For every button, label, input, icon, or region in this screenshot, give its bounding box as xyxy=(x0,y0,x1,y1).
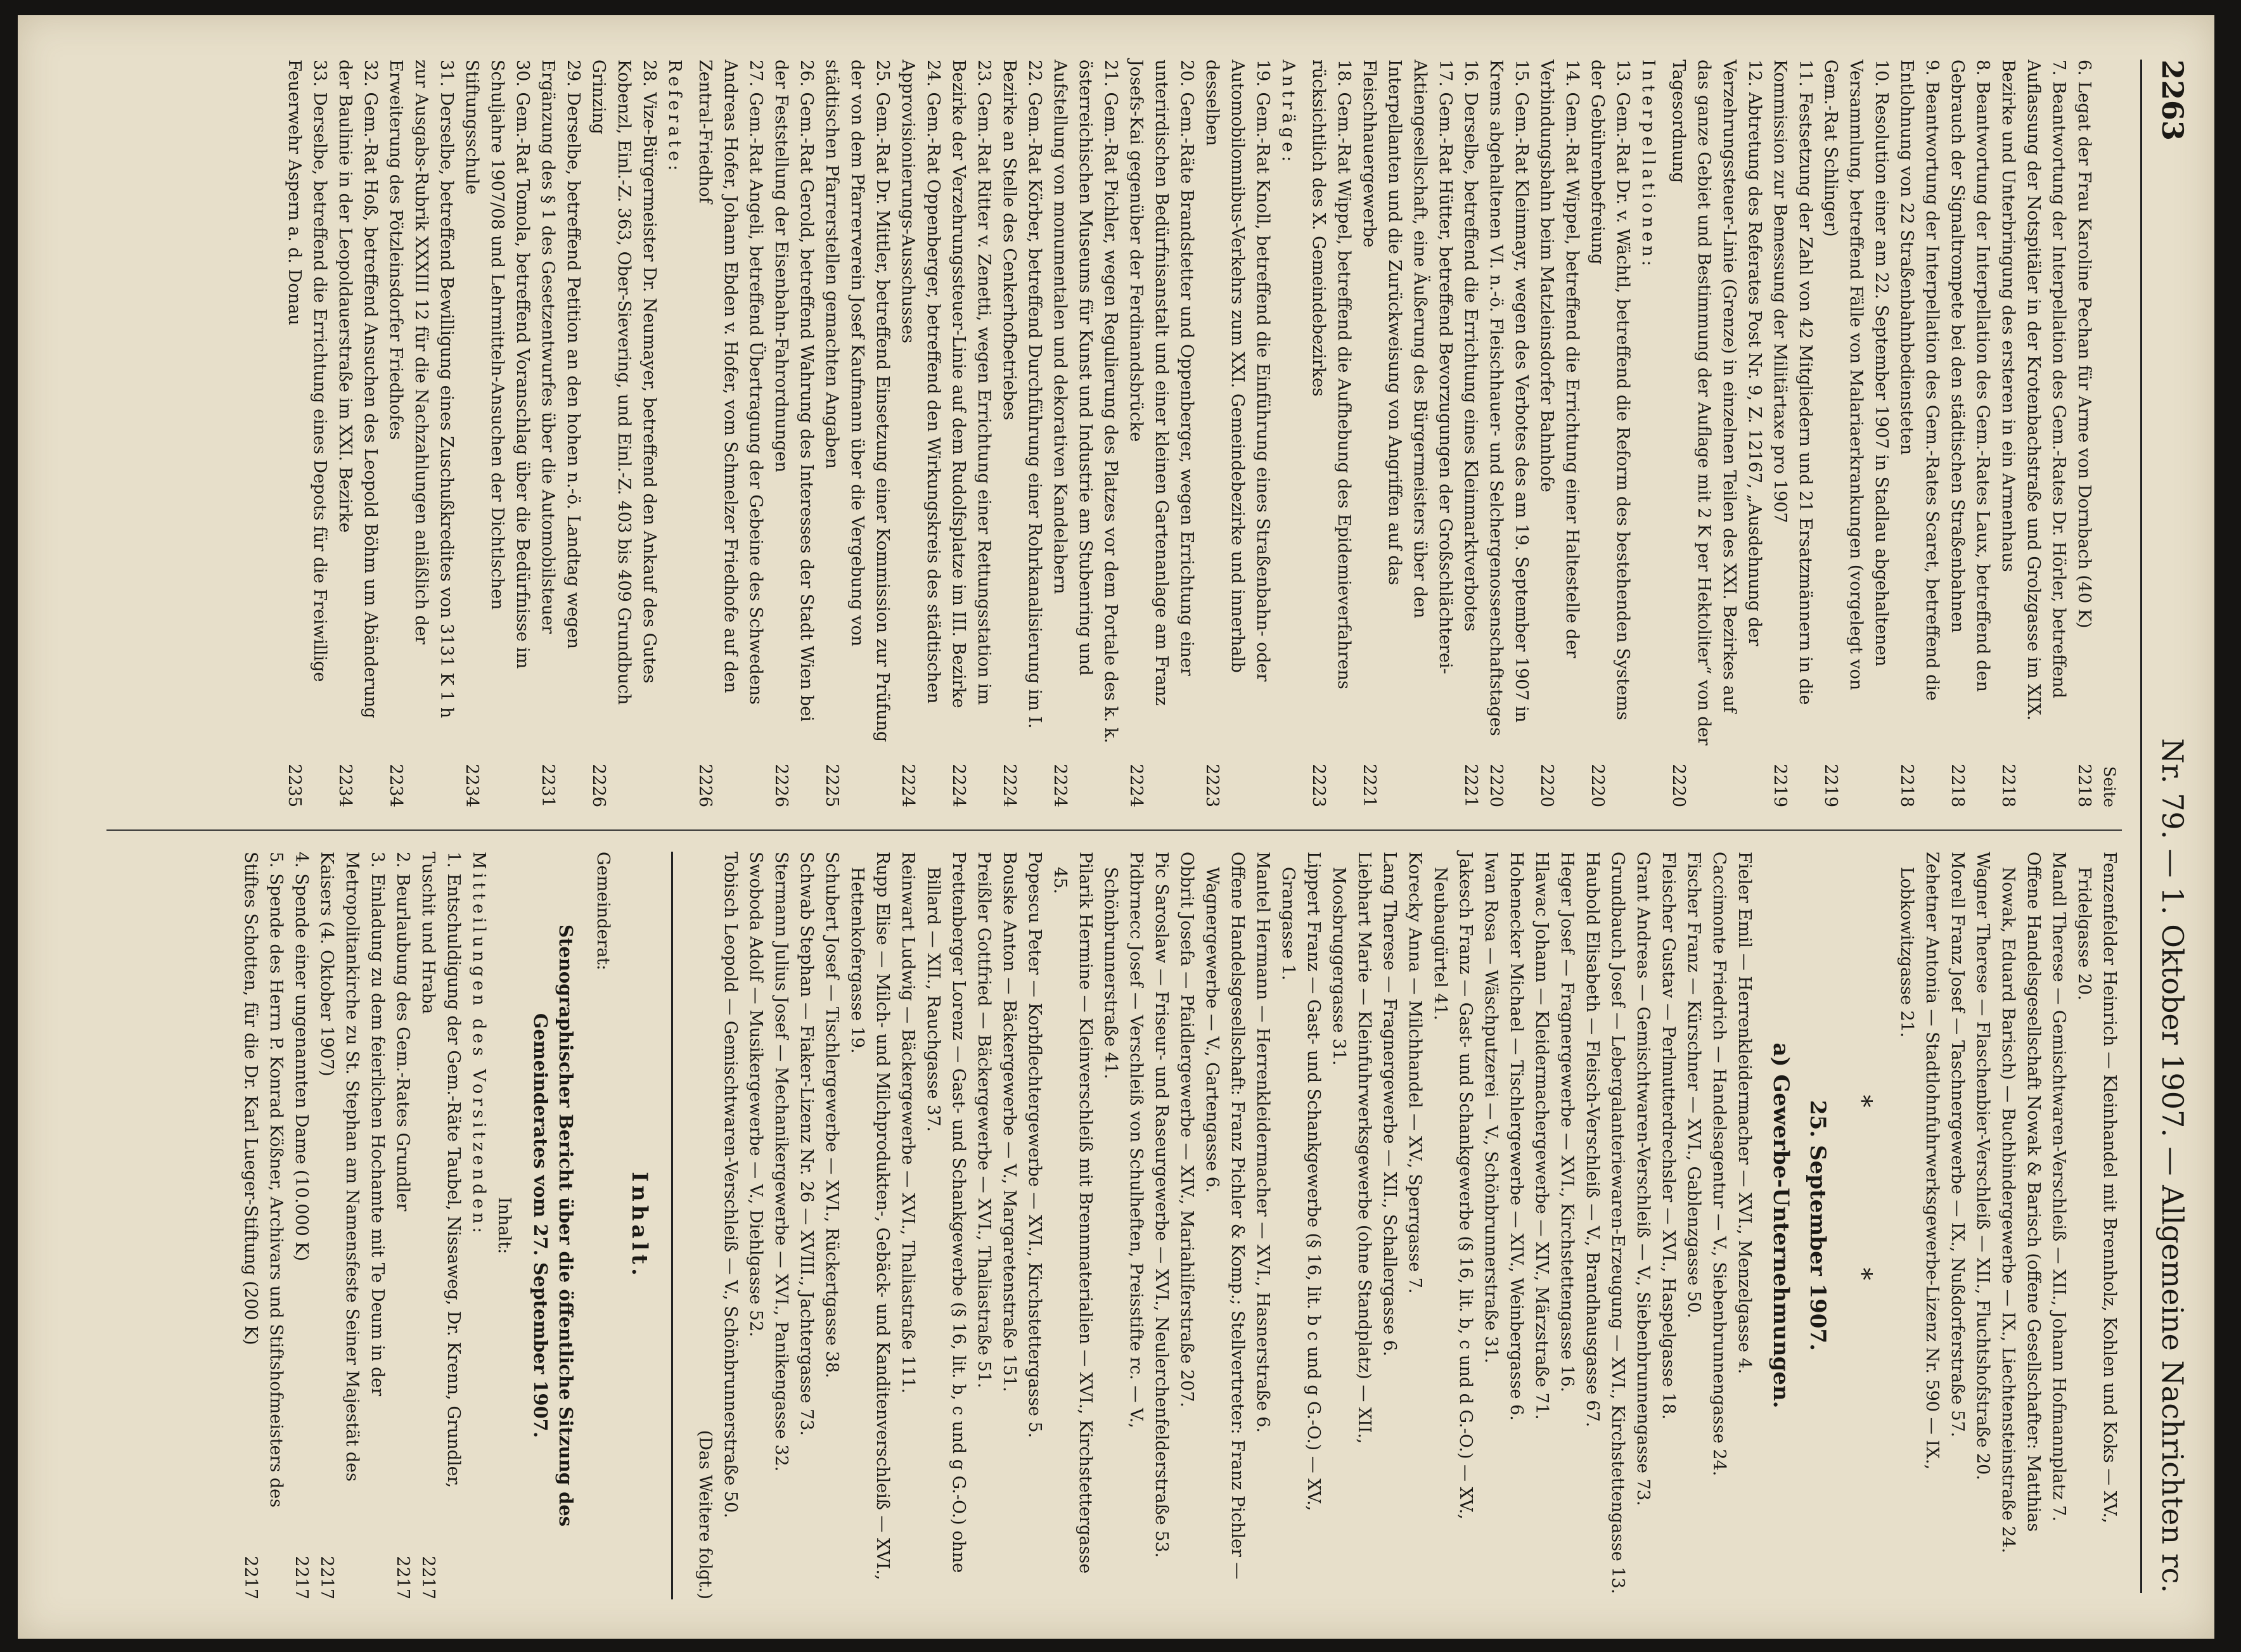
toc-entry-text: 18. Gem.-Rat Wippel, betreffend die Aufhebung des Epidemieverfahrens rücksichtlich des X. Gemeindebezirkes xyxy=(1309,60,1354,689)
register-entry: Jakesch Franz — Gast- und Schankgewerbe (§ 16, lit. b, c und d G.-O.) — XV., Neubaugürtel 41. xyxy=(1430,852,1475,1520)
toc-entry xyxy=(1483,60,1534,807)
toc-entry xyxy=(692,60,768,807)
toc-entry xyxy=(383,60,459,807)
toc-entry xyxy=(1356,60,1458,807)
toc-entry-text: 23. Gem.-Rat Ritter v. Zenetti, wegen Errichtung einer Rettungsstation im Bezirke der Verzehrungssteuer-Linie auf dem Rudolfsplatze im III. Bezirke xyxy=(949,60,994,708)
register-entry: Fischer Franz — Kürschner — XVI., Gablenzgasse 50. xyxy=(1684,852,1704,1319)
toc-entry-text: 24. Gem.-Rat Oppenberger, betreffend den Wirkungskreis des städtischen Approvisionierungs-Ausschusses xyxy=(898,60,943,704)
toc-entry-page: 2224 xyxy=(949,764,968,807)
toc-entry xyxy=(415,852,466,1599)
antraege-label: Anträge: xyxy=(1278,60,1298,166)
toc-entry xyxy=(1534,60,1584,807)
register-entry: Mantel Hermann — Herrenkleidermacher — XVI., Hasnerstraße 6. xyxy=(1253,852,1273,1433)
toc-entry-text: 28. Vize-Bürgermeister Dr. Neumayer, betreffend den Ankauf des Gutes Kobenzl, Einl.-Z. 363, Ober-Sievering, und Einl.-Z. 403 bis 409 Grundbuch Grinzing xyxy=(589,60,659,705)
register-entry: Swoboda Adolf — Musikergewerbe — V., Diehlgasse 52. xyxy=(746,852,766,1338)
toc-entry xyxy=(1458,60,1483,807)
toc-entry-text: 21. Gem.-Rat Pichler, wegen Regulierung des Platzes vor dem Portale des k. k. österreichischen Museums für Kunst und Industrie am Stubenring und Aufstellung von monumentalen und dekorativen Kandelabern xyxy=(1050,60,1120,744)
toc-entry-page: 2218 xyxy=(1998,764,2018,807)
toc-entry-page: 2225 xyxy=(822,764,842,807)
register-entry: Mandl Therese — Gemischtwaren-Verschleiß — XII., Johann Hofmannplatz 7. xyxy=(2049,852,2069,1522)
interpellationen-list xyxy=(1306,60,1635,807)
toc-entry-text: 30. Gem.-Rat Tomola, betreffend Voranschlag über die Bedürfnisse im Schuljahre 1907/08 und Lehrmitteln-Ansuchen der Dichtlschen Stiftungsschule xyxy=(462,60,532,669)
register-entry: Fleischer Gustav — Perlmutterdrechsler — XVI., Haspelgasse 18. xyxy=(1659,852,1678,1420)
register-entry: Haubold Elisabeth — Fleisch-Verschleiß — V., Brandhausgasse 67. xyxy=(1583,852,1602,1428)
register-entry: Pidbrnecc Josef — Verschleiß von Schulheften, Preisstifte rc. — V., Schönbrunnerstraße 41. xyxy=(1101,852,1146,1428)
toc-entry xyxy=(332,60,383,807)
gemeinderat-label: Gemeinderat: xyxy=(593,852,613,971)
running-title: Nr. 79. — 1. Oktober 1907. — Allgemeine Nachrichten rc. xyxy=(2155,738,2190,1593)
register-entry: Rupp Elise — Milch- und Milchprodukten-, Gebäck- und Kanditenverschleiß — XVI., Hettenkofergasse 19. xyxy=(847,852,892,1580)
antraege-list xyxy=(692,60,1275,807)
toc-entry-page: 2231 xyxy=(538,764,558,807)
toc-column xyxy=(281,60,2122,807)
toc-entry-text: 6. Legat der Frau Karoline Pechan für Arme von Dornbach (40 K) xyxy=(2074,60,2094,629)
register-entry: Morell Franz Josef — Taschnergewerbe — IX., Nußdorferstraße 57. xyxy=(1948,852,1967,1438)
rotated-page-content xyxy=(56,15,2211,1625)
toc-entry-text: 17. Gem.-Rat Hütter, betreffend Bevorzugungen der Großschlächterei-Aktiengesellschaft, eine Äußerung des Bürgermeisters über den Interpellanten und die Zurückweisung von Angriffen auf das Fleischhauergewerbe xyxy=(1359,60,1455,674)
seite-label: Seite xyxy=(2100,766,2119,807)
header-rule xyxy=(2140,60,2142,1593)
register-entry: Heger Josef — Fragnergewerbe — XVI., Kirchstettengasse 16. xyxy=(1557,852,1577,1393)
register-entry: Reinwart Ludwig — Bäckergewerbe — XVI., Thaliastraße 111. xyxy=(898,852,918,1394)
interpellationen-label: Interpellationen: xyxy=(1638,60,1658,271)
toc-entry-text: 19. Gem.-Rat Knoll, betreffend die Einführung eines Straßenbahn- oder Automobilomnibus-Verkehrs zum XXI. Gemeindebezirke und innerhalb desselben xyxy=(1202,60,1273,682)
register-column xyxy=(238,852,2122,1599)
bericht-heading: Stenographischer Bericht über die öffentliche Sitzung des Gemeinderates vom 27. September 1907. xyxy=(530,924,577,1527)
toc-entry xyxy=(314,852,390,1599)
toc-entry xyxy=(1894,60,1944,807)
gewerbe-entries xyxy=(717,852,1757,1599)
toc-entry xyxy=(390,852,415,1599)
toc-entry-text: 4. Spende einer ungenannten Dame (10.000 K) xyxy=(292,852,311,1262)
toc-entry-text: 27. Gem.-Rat Angeli, betreffend Übertragung der Gebeine des Schwedens Andreas Hofer, Johann Ebden v. Hofer, vom Schmelzer Friedhofe auf den Zentral-Friedhof xyxy=(695,60,766,705)
toc-entry-text: 7. Beantwortung der Interpellation des Gem.-Rates Dr. Hörler, betreffend Auflassung der Notspitäler in der Krotenbachstraße und Grolzgasse im XIX. Bezirke und Unterbringung des ersteren in ein Armenhaus xyxy=(1998,60,2069,721)
register-entry: Pilarik Hermine — Kleinverschleiß mit Brennmaterialien — XVI., Kirchstettergasse 45. xyxy=(1050,852,1095,1574)
toc-entry-page: 2226 xyxy=(771,764,791,807)
register-entry: Offene Handelsgesellschaft Nowak & Barisch (offene Gesellschafter: Matthias Nowak, Eduard Barisch) — Buchbindergewerbe — IX., Liechtensteinstraße 24. xyxy=(1998,852,2043,1554)
toc-entry xyxy=(1123,60,1199,807)
toc-entry-page: 2234 xyxy=(462,764,482,807)
toc-entry-text: 20. Gem.-Räte Brandstetter und Oppenberger, wegen Errichtung einer unterirdischen Bedürfnisanstalt und einer kleinen Gartenanlage am Franz Josefs-Kai gegenüber der Ferdinandsbrücke xyxy=(1126,60,1197,706)
toc-entry-page: 2218 xyxy=(2074,764,2094,807)
toc-entry-page: 2219 xyxy=(1821,764,1840,807)
toc-entry-page: 2220 xyxy=(1669,764,1688,807)
toc-entry xyxy=(1199,60,1275,807)
toc-entry xyxy=(1047,60,1123,807)
toc-entry-text: 3. Einladung zu dem feierlichen Hochamte mit Te Deum in der Metropolitankirche zu St. Stephan am Namensfeste Seiner Majestät des Kaisers (4. Oktober 1907) xyxy=(317,852,387,1482)
toc-entry-text: 15. Gem.-Rat Kleinmayr, wegen des Verbotes des am 19. September 1907 in Krems abgehaltenen VI. n.-ö. Fleischhauer- und Selchergenossenschaftstages xyxy=(1486,60,1531,736)
newspaper-page xyxy=(18,15,2214,1639)
toc-entry xyxy=(1767,60,1818,807)
register-entry: Fieler Emil — Herrenkleidermacher — XVI., Menzelgasse 4. xyxy=(1735,852,1754,1374)
toc-entry-page: 2220 xyxy=(1537,764,1557,807)
toc-entry-page: 2235 xyxy=(285,764,304,807)
register-entry: Prettenberger Lorenz — Gast- und Schankgewerbe (§ 16, lit. b, c und g G.-O.) ohne Billard — XII., Rauchgasse 37. xyxy=(923,852,968,1573)
toc-entry-page: 2219 xyxy=(1770,764,1790,807)
register-entry: Pic Saroslaw — Friseur- und Raseurgewerbe — XVI., Neulerchenfelderstraße 53. xyxy=(1152,852,1171,1558)
section-rule xyxy=(671,852,673,1599)
intro-entries xyxy=(1894,852,2122,1599)
register-entry: Preißler Gottfried — Bäckergewerbe — XVI., Thaliastraße 51. xyxy=(974,852,994,1388)
toc-entry xyxy=(1818,60,1894,807)
fortsetzung-note: (Das Weitere folgt.) xyxy=(695,1430,715,1599)
toc-entry-text: 9. Beantwortung der Interpellation des Gem.-Rates Scaret, betreffend die Entlohnung von 22 Straßenbahnbediensteten xyxy=(1897,60,1942,701)
register-entry: Liebhart Marie — Kleinfuhrwerksgewerbe (ohne Standplatz) — XII., Moosbruggergasse 31. xyxy=(1329,852,1374,1444)
register-entry: Schubert Josef — Tischlergewerbe — XVI., Rückertgasse 38. xyxy=(822,852,842,1378)
date-heading: 25. September 1907. xyxy=(1805,1100,1830,1351)
toc-entry-page: 2234 xyxy=(335,764,355,807)
toc-entry-text: 12. Abtretung des Referates Post Nr. 9, Z. 12167, „Ausdehnung der Verzehrungssteuer-Linie (Grenze) in einzelnen Teilen des XXI. Bezirkes auf das ganze Gebiet und Bestimmung der Auflage mit 2 K per Hektoliter“ von der Tagesordnung xyxy=(1669,60,1764,746)
toc-entry xyxy=(1306,60,1356,807)
toc-entry xyxy=(1666,60,1767,807)
toc-entry-text: 29. Derselbe, betreffend Petition an den hohen n.-ö. Landtag wegen Ergänzung des § 1 des Gesetzentwurfes über die Automobilsteuer xyxy=(538,60,583,650)
register-entry: Iwan Rosa — Wäschputzerei — V., Schönbrunnerstraße 31. xyxy=(1481,852,1501,1364)
toc-entry-page: 2226 xyxy=(589,764,608,807)
register-entry: Lang Therese — Fragnergewerbe — XII., Schallergasse 6. xyxy=(1380,852,1399,1357)
toc-entry-page: 2223 xyxy=(1309,764,1328,807)
toc-entry xyxy=(1944,60,1995,807)
toc-entry xyxy=(1995,60,2071,807)
register-entry: Caccimonte Friedrich — Handelsagentur — V., Siebenbrunnengasse 24. xyxy=(1709,852,1729,1476)
toc-entry xyxy=(946,60,996,807)
toc-entry-page: 2217 xyxy=(317,1556,337,1599)
toc-entry xyxy=(895,60,946,807)
column-divider xyxy=(106,829,2122,831)
toc-entry-page: 2218 xyxy=(1897,764,1917,807)
section-stars: * * xyxy=(1847,1094,1877,1357)
toc-entry-text: 22. Gem.-Rat Körber, betreffend Durchführung einer Rohrkanalisierung im I. Bezirke an Stelle des Cenkerhofbetriebes xyxy=(999,60,1044,729)
toc-entry-text: 25. Gem.-Rat Dr. Mittler, betreffend Einsetzung einer Kommission zur Prüfung der von dem Pfarrerverein Josef Kaufmann über die Vergebung von städtischen Pfarrerstellen gemachten Angaben xyxy=(822,60,892,743)
referate-list xyxy=(281,60,662,807)
toc-entry-text: 16. Derselbe, betreffend die Errichtung eines Kleinmarktverbotes xyxy=(1461,60,1480,632)
toc-entry-page: 2217 xyxy=(292,1556,311,1599)
toc-entry-text: 8. Beantwortung der Interpellation des Gem.-Rates Laux, betreffend den Gebrauch der Signaltrompete bei den städtischen Straßenbahnen xyxy=(1948,60,1993,692)
toc-entry-page: 2234 xyxy=(386,764,406,807)
toc-entry xyxy=(1584,60,1635,807)
toc-entry-text: 33. Derselbe, betreffend die Errichtung eines Depots für die Freiwillige Feuerwehr Aspern a. d. Donau xyxy=(285,60,330,682)
register-entry: Stermann Julius Josef — Mechanikergewerbe — XVI., Panikengasse 32. xyxy=(771,852,791,1472)
register-entry: Popescu Peter — Korbflechtergewerbe — XVI., Kirchstettergasse 5. xyxy=(1025,852,1044,1438)
toc-entry xyxy=(586,60,662,807)
sub-heading: a) Gewerbe-Unternehmungen. xyxy=(1768,1042,1794,1409)
toc-entry-text: 31. Derselbe, betreffend Bewilligung eines Zuschußkredites von 3131 K 1 h zur Ausgabs-Rubrik XXXIII 12 für die Nachzahlungen anläßlich der Erweiterung des Pötzleinsdorfer Friedhofes xyxy=(386,60,456,719)
toc-entry xyxy=(288,852,314,1599)
toc-entry-page: 2223 xyxy=(1202,764,1222,807)
toc-entry-text: 32. Gem.-Rat Hoß, betreffend Ansuchen des Leopold Böhm um Abänderung der Baulinie in der Leopoldauerstraße im XXI. Bezirke xyxy=(335,60,380,719)
toc-entry-text: 1. Entschuldigung der Gem.-Räte Taubel, Nissaweg, Dr. Krenn, Grundler, Tuschit und Hraba xyxy=(418,852,463,1489)
toc-entry xyxy=(819,60,895,807)
toc-entry xyxy=(768,60,819,807)
toc-entry xyxy=(238,852,288,1599)
toc-entry-page: 2220 xyxy=(1588,764,1607,807)
register-entry: Zehetner Antonia — Stadtlohnfuhrwerksgewerbe-Lizenz Nr. 590 — IX., Lobkowitzgasse 21. xyxy=(1897,852,1942,1470)
register-entry: Obbrit Josefa — Pfaidlergewerbe — XIV., Mariahilferstraße 207. xyxy=(1177,852,1197,1407)
toc-entry-page: 2217 xyxy=(241,1556,260,1599)
register-entry: Tobisch Leopold — Gemischtwaren-Verschleiß — V., Schönbrunnerstraße 50. xyxy=(721,852,740,1518)
register-entry: Schwab Stephan — Fiaker-Lizenz Nr. 26 — XVIII., Jachtergasse 73. xyxy=(797,852,816,1437)
register-entry: Grant Andreas — Gemischtwaren-Verschleiß — V., Siebenbrunnengasse 73. xyxy=(1633,852,1653,1506)
toc-entry-page: 2221 xyxy=(1461,764,1480,807)
toc-entry-text: 13. Gem.-Rat Dr. v. Wächtl, betreffend die Reform des bestehenden Systems der Gebührenbefreiung xyxy=(1588,60,1633,720)
toc-entry-text: 11. Festsetzung der Zahl von 42 Mitgliedern und 21 Ersatzmännern in die Kommission zur Bemessung der Militärtaxe pro 1907 xyxy=(1770,60,1815,705)
toc-entry xyxy=(281,60,332,807)
referate-label: Referate: xyxy=(665,60,684,175)
register-entry: Offene Handelsgesellschaft: Franz Pichler & Komp.; Stellvertreter: Franz Pichler — Wagnergewerbe — V., Gartengasse 6. xyxy=(1202,852,1247,1580)
toc-entry-text: 2. Beurlaubung des Gem.-Rates Grundler xyxy=(393,852,413,1212)
toc-entry xyxy=(2071,60,2097,807)
mitteilungen-list xyxy=(238,852,466,1599)
register-entry: Fenzenfelder Heinrich — Kleinhandel mit Brennholz, Kohlen und Koks — XV., Fridelgasse 20. xyxy=(2074,852,2119,1523)
inhalt-sub: Inhalt: xyxy=(494,1196,514,1255)
register-entry: Hohenecker Michael — Tischlergewerbe — XIV., Weinbergasse 6. xyxy=(1506,852,1526,1421)
register-entry: Hlawac Johann — Kleidermachergewerbe — XIV., Märzstraße 71. xyxy=(1532,852,1551,1420)
toc-entry-page: 2221 xyxy=(1359,764,1379,807)
register-entry: Bouske Anton — Bäckergewerbe — V., Margaretenstraße 151. xyxy=(999,852,1019,1392)
inhalt-heading: Inhalt. xyxy=(627,1172,652,1279)
toc-entry-text: 26. Gem.-Rat Gerold, betreffend Wahrung des Interesses der Stadt Wien bei der Feststellung der Eisenbahn-Fahrordnungen xyxy=(771,60,816,722)
toc-entry xyxy=(535,60,586,807)
toc-entry-page: 2217 xyxy=(418,1556,438,1599)
toc-entry-text: 10. Resolution einer am 22. September 1907 in Stadlau abgehaltenen Versammlung, betreffend Fälle von Malariaerkrankungen (vorgelegt von Gem.-Rat Schlinger) xyxy=(1821,60,1891,691)
toc-entry-page: 2226 xyxy=(695,764,715,807)
register-entry: Korecky Anna — Milchhandel — XV., Sperrgasse 7. xyxy=(1405,852,1425,1294)
toc-entry-page: 2220 xyxy=(1486,764,1506,807)
mitteilungen-label: Mitteilungen des Vorsitzenden: xyxy=(469,852,489,1237)
toc-entry-text: 5. Spende des Herrn P. Konrad Kößner, Archivars und Stiftshofmeisters des Stiftes Schotten, für die Dr. Karl Lueger-Stiftung (200 K) xyxy=(241,852,286,1508)
register-entry: Grundbauch Josef — Lebergalanteriewaren-Erzeugung — XVI., Kirchstettengasse 13. xyxy=(1608,852,1628,1594)
page-header xyxy=(2147,60,2198,1593)
toc-entry xyxy=(996,60,1047,807)
toc-entry-page: 2224 xyxy=(1126,764,1146,807)
toc-entry-page: 2224 xyxy=(999,764,1019,807)
toc-entry-page: 2224 xyxy=(1050,764,1070,807)
register-entry: Wagner Therese — Flaschenbier-Verschleiß — XII., Fluchtshofstraße 20. xyxy=(1973,852,1993,1480)
toc-entry-text: 14. Gem.-Rat Wippel, betreffend die Errichtung einer Haltestelle der Verbindungsbahn beim Matzleinsdorfer Bahnhofe xyxy=(1537,60,1582,658)
toc-entry xyxy=(459,60,535,807)
toc-entry-page: 2218 xyxy=(1948,764,1967,807)
page-number: 2263 xyxy=(2155,60,2190,141)
toc-entry-page: 2224 xyxy=(898,764,918,807)
register-entry: Lippert Franz — Gast- und Schankgewerbe (§ 16, lit. b c und g G.-O.) — XV., Grangasse 1. xyxy=(1278,852,1323,1511)
toc-top-list xyxy=(1666,60,2097,807)
toc-entry-page: 2217 xyxy=(393,1556,413,1599)
